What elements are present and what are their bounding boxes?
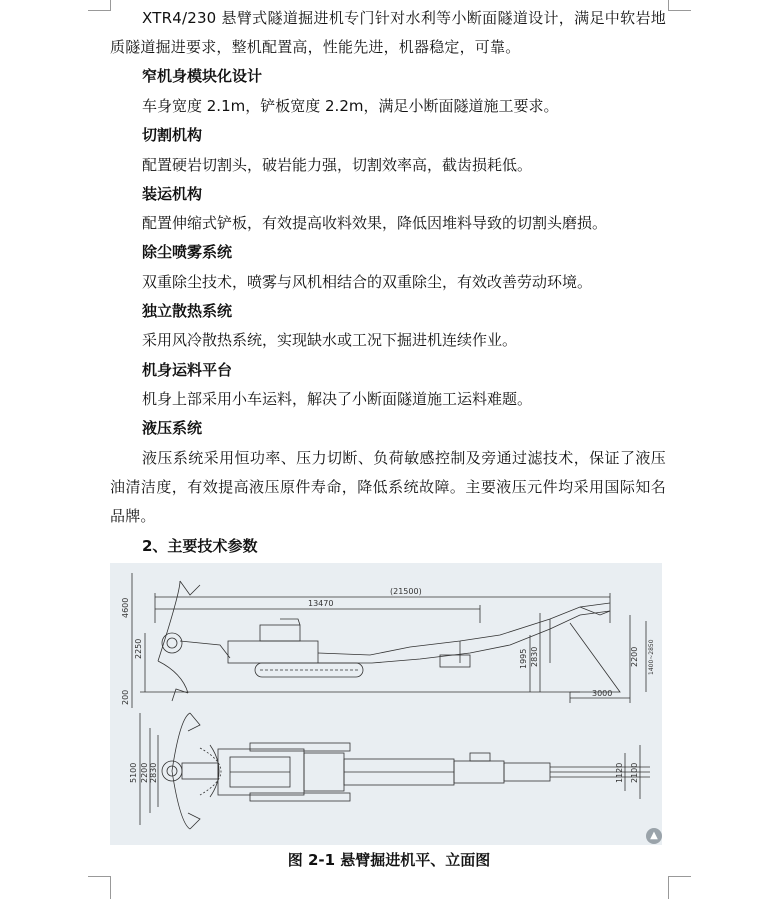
section-heading-narrow-body: 窄机身模块化设计 — [142, 67, 263, 85]
section-text-dust: 双重除尘技术，喷雾与风机相结合的双重除尘，有效改善劳动环境。 — [142, 273, 593, 291]
dim-width-2200: 2200 — [140, 762, 149, 783]
dim-length: 13470 — [308, 599, 334, 608]
intro-paragraph: XTR4/230 悬臂式隧道掘进机专门针对水利等小断面隧道设计，满足中软岩地质隧道掘进要求，整机配置高，性能先进，机器稳定，可靠。 — [110, 9, 666, 56]
section-text-narrow-body: 车身宽度 2.1m，铲板宽度 2.2m，满足小断面隧道施工要求。 — [142, 97, 559, 115]
roadheader-drawing — [110, 563, 662, 845]
figure-caption: 图 2-1 悬臂掘进机平、立面图 — [287, 851, 491, 869]
dim-width-3000: 3000 — [592, 689, 613, 698]
scroll-up-icon[interactable]: ▲ — [646, 828, 662, 844]
section-text-cooling: 采用风冷散热系统，实现缺水或工况下掘进机连续作业。 — [142, 331, 518, 349]
section-heading-loading: 装运机构 — [142, 185, 203, 203]
dim-total-length: (21500) — [390, 587, 422, 596]
dim-height-2250: 2250 — [134, 638, 143, 659]
dim-height-4600: 4600 — [121, 597, 130, 618]
section-text-loading: 配置伸缩式铲板，有效提高收料效果，降低因堆料导致的切割头磨损。 — [142, 214, 608, 232]
section-heading-platform: 机身运料平台 — [142, 361, 233, 379]
dim-height-2830: 2830 — [530, 646, 539, 667]
dim-width-5100: 5100 — [129, 762, 138, 783]
section-text-platform: 机身上部采用小车运料，解决了小断面隧道施工运料难题。 — [142, 390, 533, 408]
dim-height-1995: 1995 — [519, 648, 528, 669]
section-heading-cooling: 独立散热系统 — [142, 302, 233, 320]
dim-height-200: 200 — [121, 689, 130, 705]
page-corner-top-left — [88, 0, 111, 11]
section2-heading: 2、主要技术参数 — [142, 537, 258, 555]
dim-width-1120: 1120 — [615, 762, 624, 783]
page-corner-bottom-left — [88, 876, 111, 899]
section-heading-dust: 除尘喷雾系统 — [142, 243, 233, 261]
drawing-svg — [110, 563, 662, 845]
dim-width-2830: 2830 — [149, 762, 158, 783]
page-corner-bottom-right — [668, 876, 691, 899]
section-text-cutting: 配置硬岩切割头，破岩能力强，切割效率高，截齿损耗低。 — [142, 156, 533, 174]
dim-height-range: 1400~2850 — [648, 639, 655, 675]
dim-width-2100: 2100 — [630, 762, 639, 783]
page-corner-top-right — [668, 0, 691, 11]
section-heading-cutting: 切割机构 — [142, 126, 203, 144]
section-heading-hydraulic: 液压系统 — [142, 419, 203, 437]
hydraulic-paragraph: 液压系统采用恒功率、压力切断、负荷敏感控制及旁通过滤技术，保证了液压油清洁度，有效提高液压原件寿命，降低系统故障。主要液压元件均采用国际知名品牌。 — [110, 449, 666, 525]
dim-height-2200: 2200 — [630, 646, 639, 667]
